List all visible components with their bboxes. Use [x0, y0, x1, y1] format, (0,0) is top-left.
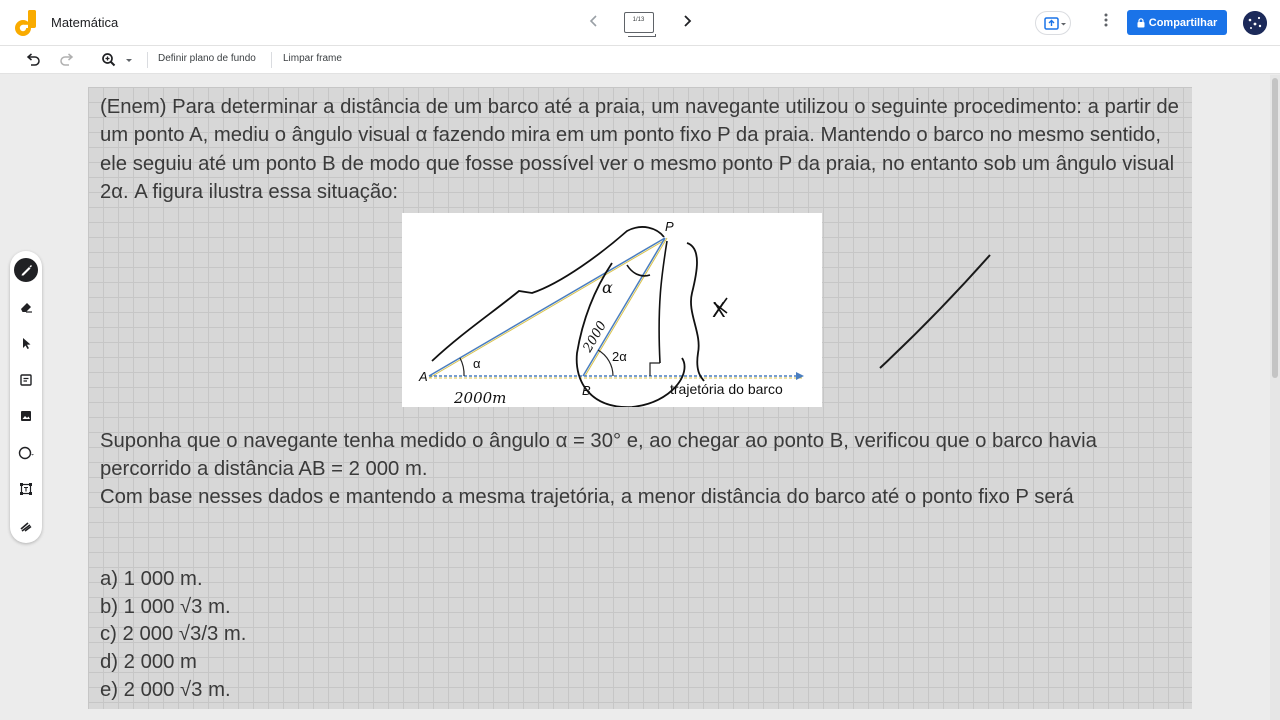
sticky-note-tool[interactable]	[14, 368, 38, 392]
image-icon	[19, 409, 33, 423]
question-given-data	[100, 427, 1190, 512]
option-e: e) 2 000 √3 m.	[100, 678, 231, 701]
option-c: c) 2 000 √3/3 m.	[100, 623, 247, 646]
label-angle-2alpha: 2α	[612, 349, 627, 364]
option-d: d) 2 000 m	[100, 651, 197, 674]
zoom-button[interactable]	[100, 51, 136, 69]
toolbar-divider	[271, 52, 272, 68]
option-b: b) 1 000 √3 m.	[100, 595, 231, 618]
jamboard-logo-icon	[13, 9, 39, 37]
pen-icon	[19, 263, 33, 277]
label-point-a: A	[419, 369, 428, 384]
label-point-b: B	[582, 383, 591, 398]
shape-tool[interactable]	[14, 441, 38, 465]
eraser-icon	[19, 300, 33, 314]
avatar-image-icon	[1243, 11, 1267, 35]
more-options-button[interactable]	[1097, 12, 1115, 34]
laser-tool[interactable]	[14, 514, 38, 538]
answer-options	[100, 566, 246, 705]
pen-stroke[interactable]	[870, 250, 1000, 372]
text-box-tool[interactable]	[14, 477, 38, 501]
question-given-line-2: Com base nesses dados e mantendo a mesma trajetória, a menor distância do barco até o ponto fixo P será	[100, 486, 1074, 509]
more-vert-icon	[1104, 13, 1108, 27]
lock-icon	[1137, 18, 1145, 28]
triangle-diagram	[402, 213, 822, 407]
select-tool[interactable]	[14, 331, 38, 355]
share-button-label: Compartilhar	[1148, 16, 1218, 29]
share-button[interactable]	[1127, 10, 1227, 35]
cursor-icon	[19, 336, 33, 350]
handwritten-x: X	[712, 298, 726, 322]
circle-icon	[18, 446, 34, 460]
frame-bar-toggle[interactable]	[624, 12, 654, 33]
chevron-right-icon	[682, 15, 692, 27]
top-bar	[0, 0, 1280, 46]
sticky-note-icon	[19, 373, 33, 387]
user-avatar[interactable]	[1243, 11, 1267, 35]
label-angle-alpha: α	[473, 356, 481, 371]
handwritten-ab-distance: 2000m	[454, 389, 507, 407]
present-icon	[1036, 12, 1072, 36]
frame-counter: 1/13	[632, 17, 645, 23]
chevron-left-icon	[589, 15, 599, 27]
set-background-button[interactable]: Definir plano de fundo	[158, 53, 256, 64]
label-boat-path: trajetória do barco	[670, 381, 783, 397]
redo-button[interactable]	[58, 51, 76, 69]
eraser-tool[interactable]	[14, 295, 38, 319]
handwritten-bp-distance: 2000	[580, 318, 611, 355]
problem-figure	[402, 213, 822, 407]
present-button[interactable]	[1035, 11, 1071, 35]
label-point-p: P	[665, 219, 674, 234]
text-box-icon	[19, 482, 33, 496]
document-title[interactable]: Matemática	[51, 15, 119, 30]
question-intro: (Enem) Para determinar a distância de um barco até a praia, um navegante utilizou o seguinte procedimento: a partir de um ponto A, mediu o ângulo visual α fazendo mira em um ponto fixo P da praia. Mantendo o barco no mesmo sentido, ele seguiu até um ponto B de modo que fosse possível ver o mesmo ponto P da praia, no entanto sob um ângulo visual 2α. A figura ilustra essa situação:	[100, 96, 1179, 203]
zoom-in-icon	[100, 51, 136, 69]
image-tool[interactable]	[14, 404, 38, 428]
clear-frame-button[interactable]: Limpar frame	[283, 53, 342, 64]
pen-tool[interactable]	[14, 258, 38, 282]
undo-icon	[24, 51, 42, 69]
board-toolbar	[0, 46, 1280, 74]
question-given-line-1: Suponha que o navegante tenha medido o ângulo α = 30° e, ao chegar ao ponto B, verificou que o barco havia percorrido a distância AB = 2 000 m.	[100, 430, 1097, 481]
side-ap	[429, 238, 665, 376]
undo-button[interactable]	[24, 51, 42, 69]
toolbar-divider	[147, 52, 148, 68]
previous-frame-button[interactable]	[585, 12, 603, 32]
scrollbar-thumb[interactable]	[1272, 78, 1278, 378]
next-frame-button[interactable]	[678, 12, 696, 32]
redo-icon	[58, 51, 76, 69]
tool-palette	[10, 251, 42, 543]
laser-icon	[19, 519, 33, 533]
handwritten-alpha: α	[602, 278, 613, 297]
option-a: a) 1 000 m.	[100, 568, 203, 590]
